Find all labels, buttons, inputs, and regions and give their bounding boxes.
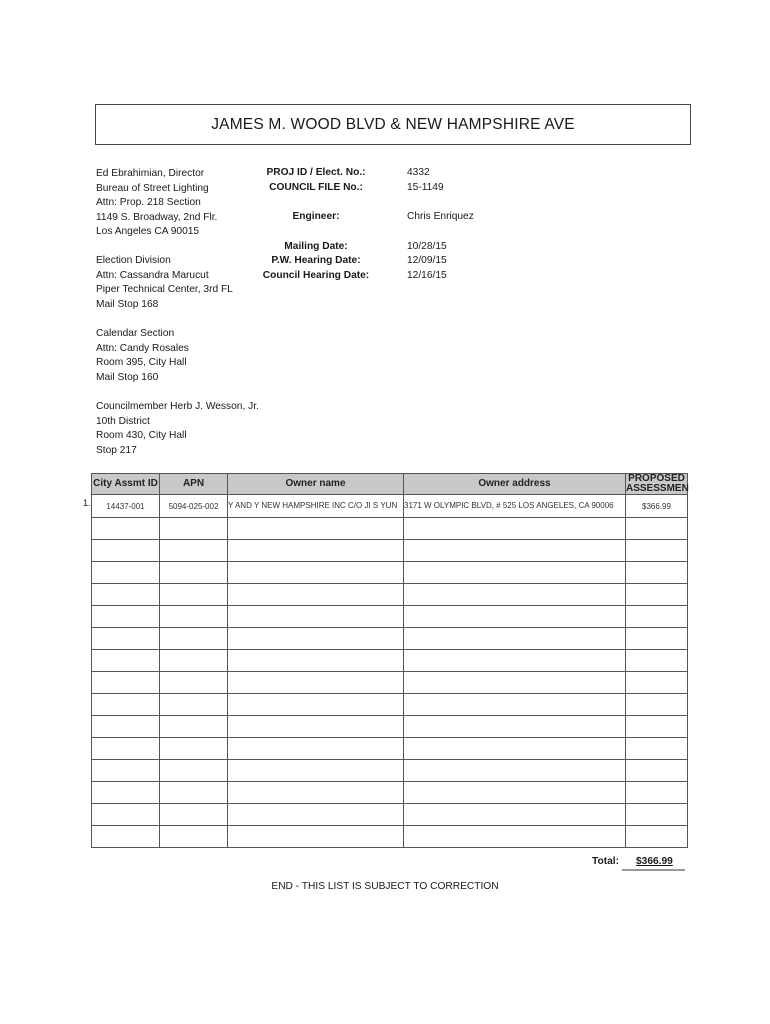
address-line: Piper Technical Center, 3rd FL bbox=[96, 284, 233, 296]
empty-cell bbox=[404, 540, 626, 562]
empty-cell bbox=[92, 562, 160, 584]
empty-cell bbox=[92, 694, 160, 716]
mailing-date-label: Mailing Date: bbox=[284, 241, 348, 252]
address-line: Mail Stop 160 bbox=[96, 371, 159, 383]
empty-row bbox=[92, 694, 688, 716]
address-line: Mail Stop 168 bbox=[96, 298, 159, 310]
empty-row bbox=[92, 826, 688, 848]
empty-cell bbox=[160, 804, 228, 826]
pw-hearing-label: P.W. Hearing Date: bbox=[271, 255, 361, 266]
empty-cell bbox=[404, 694, 626, 716]
empty-cell bbox=[160, 694, 228, 716]
empty-cell bbox=[228, 760, 404, 782]
cell-apn: 5094-025-002 bbox=[160, 495, 228, 518]
empty-cell bbox=[404, 804, 626, 826]
empty-cell bbox=[228, 540, 404, 562]
empty-cell bbox=[404, 716, 626, 738]
header-proposed-line1: PROPOSED bbox=[628, 473, 685, 484]
cell-owner-name: Y AND Y NEW HAMPSHIRE INC C/O JI S YUN bbox=[228, 495, 404, 518]
empty-row bbox=[92, 716, 688, 738]
pw-hearing-value: 12/09/15 bbox=[407, 255, 447, 266]
empty-row bbox=[92, 760, 688, 782]
empty-row bbox=[92, 606, 688, 628]
empty-cell bbox=[404, 782, 626, 804]
empty-cell bbox=[92, 716, 160, 738]
cell-city-assmt-id: 14437-001 bbox=[92, 495, 160, 518]
empty-row bbox=[92, 804, 688, 826]
empty-cell bbox=[92, 650, 160, 672]
empty-cell bbox=[404, 672, 626, 694]
empty-cell bbox=[228, 672, 404, 694]
cell-owner-address: 3171 W OLYMPIC BLVD, # 525 LOS ANGELES, CA 90006 bbox=[404, 495, 626, 518]
empty-cell bbox=[626, 650, 688, 672]
council-hearing-label: Council Hearing Date: bbox=[262, 270, 370, 281]
empty-cell bbox=[160, 738, 228, 760]
header-proposed-assessment bbox=[626, 474, 688, 495]
empty-cell bbox=[404, 760, 626, 782]
empty-cell bbox=[92, 628, 160, 650]
engineer-label: Engineer: bbox=[292, 211, 340, 222]
empty-row bbox=[92, 782, 688, 804]
empty-cell bbox=[228, 804, 404, 826]
empty-cell bbox=[160, 628, 228, 650]
empty-cell bbox=[404, 562, 626, 584]
empty-cell bbox=[228, 584, 404, 606]
address-line: Los Angeles CA 90015 bbox=[96, 226, 200, 238]
address-line: 10th District bbox=[96, 415, 150, 427]
empty-cell bbox=[160, 760, 228, 782]
empty-cell bbox=[228, 782, 404, 804]
cell-proposed: $366.99 bbox=[626, 495, 688, 518]
election-address bbox=[96, 254, 233, 312]
empty-cell bbox=[404, 584, 626, 606]
empty-cell bbox=[626, 826, 688, 848]
row-number: 1. bbox=[83, 498, 91, 508]
empty-cell bbox=[228, 694, 404, 716]
address-line: Room 395, City Hall bbox=[96, 357, 187, 369]
assessment-table bbox=[91, 473, 688, 848]
empty-row bbox=[92, 650, 688, 672]
header-owner-address: Owner address bbox=[404, 474, 626, 495]
address-line: Councilmember Herb J. Wesson, Jr. bbox=[96, 401, 259, 412]
address-line: Calendar Section bbox=[96, 328, 175, 339]
empty-cell bbox=[228, 650, 404, 672]
address-line: Attn: Candy Rosales bbox=[96, 342, 189, 354]
empty-cell bbox=[404, 518, 626, 540]
empty-cell bbox=[160, 826, 228, 848]
total-value: $366.99 bbox=[636, 856, 673, 867]
empty-cell bbox=[626, 760, 688, 782]
director-address bbox=[96, 167, 217, 240]
empty-cell bbox=[160, 650, 228, 672]
empty-cell bbox=[228, 826, 404, 848]
empty-cell bbox=[626, 518, 688, 540]
empty-row bbox=[92, 628, 688, 650]
empty-cell bbox=[228, 518, 404, 540]
empty-cell bbox=[626, 804, 688, 826]
empty-cell bbox=[160, 716, 228, 738]
empty-cell bbox=[92, 606, 160, 628]
header-owner-name: Owner name bbox=[228, 474, 404, 495]
empty-cell bbox=[228, 716, 404, 738]
address-line: 1149 S. Broadway, 2nd Flr. bbox=[96, 211, 218, 223]
empty-row bbox=[92, 672, 688, 694]
proj-id-label: PROJ ID / Elect. No.: bbox=[266, 167, 366, 178]
empty-cell bbox=[160, 606, 228, 628]
empty-cell bbox=[160, 584, 228, 606]
total-underline bbox=[622, 869, 685, 871]
header-proposed-line2: ASSESSMEN bbox=[626, 483, 689, 494]
council-address bbox=[96, 400, 259, 458]
empty-cell bbox=[404, 628, 626, 650]
empty-cell bbox=[160, 518, 228, 540]
header-apn: APN bbox=[160, 474, 228, 495]
footer-note: END - THIS LIST IS SUBJECT TO CORRECTION bbox=[271, 881, 499, 892]
empty-cell bbox=[626, 540, 688, 562]
empty-cell bbox=[626, 584, 688, 606]
empty-cell bbox=[626, 606, 688, 628]
empty-cell bbox=[92, 540, 160, 562]
address-line: Ed Ebrahimian, Director bbox=[96, 168, 205, 179]
address-line: Attn: Cassandra Marucut bbox=[96, 269, 209, 281]
empty-cell bbox=[404, 826, 626, 848]
empty-cell bbox=[626, 694, 688, 716]
empty-row bbox=[92, 562, 688, 584]
proj-id-value: 4332 bbox=[407, 167, 430, 178]
empty-cell bbox=[404, 738, 626, 760]
empty-row bbox=[92, 584, 688, 606]
empty-cell bbox=[228, 738, 404, 760]
empty-cell bbox=[160, 782, 228, 804]
address-line: Election Division bbox=[96, 255, 171, 266]
page-title bbox=[95, 104, 691, 145]
address-line: Stop 217 bbox=[96, 444, 137, 456]
council-file-value: 15-1149 bbox=[407, 182, 444, 193]
empty-cell bbox=[92, 672, 160, 694]
empty-cell bbox=[228, 628, 404, 650]
table-row bbox=[92, 495, 688, 518]
empty-cell bbox=[160, 562, 228, 584]
empty-cell bbox=[626, 672, 688, 694]
empty-cell bbox=[228, 606, 404, 628]
empty-cell bbox=[626, 716, 688, 738]
empty-cell bbox=[92, 804, 160, 826]
address-line: Bureau of Street Lighting bbox=[96, 182, 209, 194]
empty-row bbox=[92, 540, 688, 562]
empty-cell bbox=[92, 584, 160, 606]
mailing-date-value: 10/28/15 bbox=[407, 241, 447, 252]
total-label: Total: bbox=[592, 856, 619, 867]
empty-cell bbox=[160, 672, 228, 694]
empty-cell bbox=[404, 606, 626, 628]
title-text: JAMES M. WOOD BLVD & NEW HAMPSHIRE AVE bbox=[211, 115, 575, 133]
empty-cell bbox=[626, 562, 688, 584]
address-line: Attn: Prop. 218 Section bbox=[96, 197, 201, 209]
empty-cell bbox=[626, 738, 688, 760]
table-header-row bbox=[92, 474, 688, 495]
empty-cell bbox=[92, 760, 160, 782]
empty-row bbox=[92, 518, 688, 540]
empty-cell bbox=[92, 782, 160, 804]
empty-cell bbox=[92, 738, 160, 760]
empty-cell bbox=[160, 540, 228, 562]
empty-cell bbox=[228, 562, 404, 584]
empty-row bbox=[92, 738, 688, 760]
empty-cell bbox=[404, 650, 626, 672]
council-file-label: COUNCIL FILE No.: bbox=[269, 182, 363, 193]
empty-cell bbox=[92, 826, 160, 848]
council-hearing-value: 12/16/15 bbox=[407, 270, 447, 281]
calendar-address bbox=[96, 327, 189, 385]
address-line: Room 430, City Hall bbox=[96, 430, 187, 442]
empty-cell bbox=[626, 628, 688, 650]
empty-cell bbox=[626, 782, 688, 804]
engineer-value: Chris Enriquez bbox=[407, 211, 474, 222]
empty-cell bbox=[92, 518, 160, 540]
header-city-assmt-id: City Assmt ID bbox=[92, 474, 160, 495]
